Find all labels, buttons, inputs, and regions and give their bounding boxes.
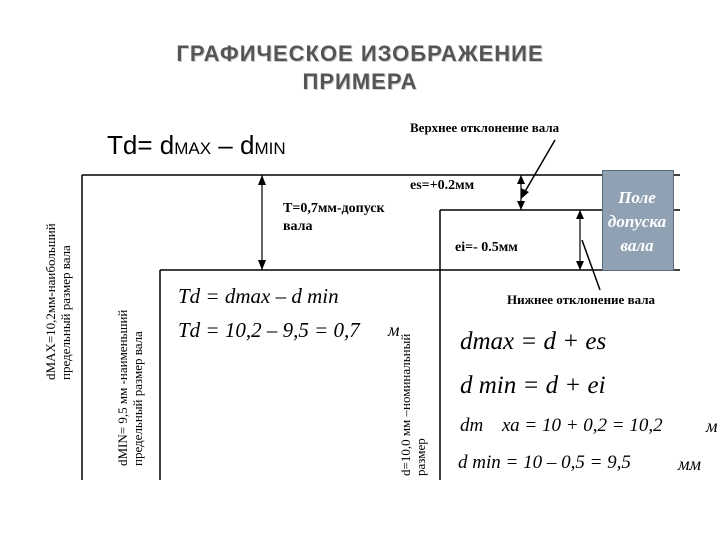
td-value: Td = 10,2 – 9,5 = 0,7	[178, 318, 360, 342]
dmin-line-1: dMIN= 9,5 мм -наименьший	[115, 309, 130, 466]
dmax-line-1: dMAX=10,2мм-наибольший	[43, 223, 58, 380]
es-label: es=+0.2мм	[410, 178, 475, 193]
dmin-line-2: предельный размер вала	[130, 331, 145, 466]
dmax-formula: dmax = d + es	[460, 328, 607, 355]
lower-deviation-label: Нижнее отклонение вала	[507, 292, 655, 307]
dmax-value-a: dm	[460, 415, 484, 436]
lower-deviation-leader	[582, 240, 600, 290]
dmax-value	[460, 415, 663, 437]
td-unit: м	[388, 320, 400, 340]
es-arrow-down	[517, 201, 525, 210]
dmax-unit: м	[706, 416, 718, 436]
dmax-value-b: ха = 10 + 0,2 = 10,2	[501, 415, 663, 436]
dmin-formula: d min = d + ei	[460, 372, 606, 399]
dmin-value: d min = 10 – 0,5 = 9,5	[458, 452, 631, 473]
nominal-line-2: размер	[413, 438, 428, 476]
title-line-2: ПРИМЕРА	[302, 69, 418, 94]
formula-max: MAX	[174, 139, 212, 158]
tolerance-field-label	[602, 186, 672, 258]
upper-deviation-label: Верхнее отклонение вала	[410, 120, 560, 135]
dmax-vertical-label	[43, 223, 73, 380]
ei-label: ei=- 0.5мм	[455, 240, 518, 255]
ei-arrow-down	[576, 261, 584, 270]
tolerance-arrow-up	[258, 175, 266, 185]
nominal-vertical-label	[398, 334, 428, 476]
upper-deviation-leader-arrow	[521, 188, 529, 199]
field-line-1: Поле	[618, 188, 656, 207]
td-formula: Td = dmax – d min	[178, 284, 339, 308]
dmax-line-2: предельный размер вала	[58, 245, 73, 380]
tolerance-label	[283, 200, 385, 236]
tolerance-label-line-1: Т=0,7мм-допуск	[283, 201, 385, 216]
dmin-unit: мм	[678, 454, 701, 474]
formula-min: MIN	[254, 139, 286, 158]
formula-td: Td= d	[107, 130, 175, 160]
nominal-line-1: d=10,0 мм –номинальный	[398, 333, 413, 476]
es-arrow-up	[517, 175, 525, 184]
ei-arrow-up	[576, 210, 584, 219]
field-line-3: вала	[620, 236, 654, 255]
field-line-2: допуска	[607, 212, 667, 231]
title-line-1: ГРАФИЧЕСКОЕ ИЗОБРАЖЕНИЕ	[176, 41, 544, 66]
upper-deviation-leader	[523, 140, 555, 195]
tolerance-arrow-down	[258, 260, 266, 270]
dmin-vertical-label	[115, 310, 145, 466]
formula-minus: – d	[211, 130, 255, 160]
tolerance-label-line-2: вала	[283, 219, 313, 234]
